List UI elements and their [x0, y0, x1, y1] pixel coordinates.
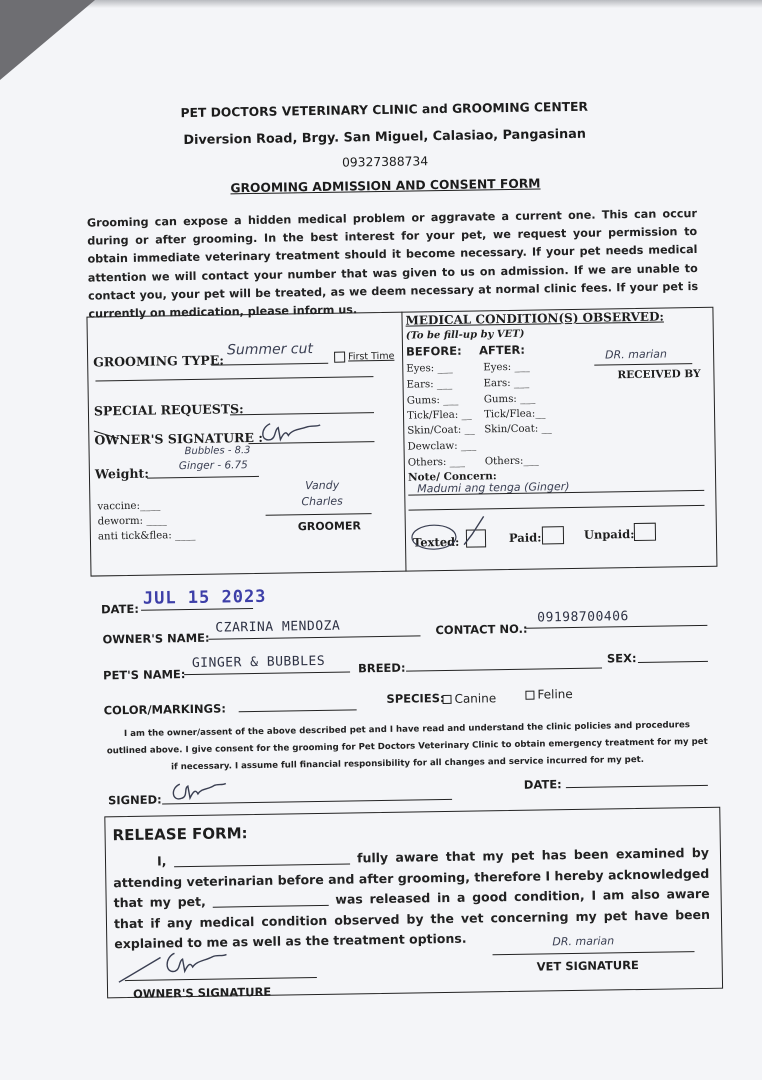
grooming-type-value[interactable]: Summer cut [226, 341, 314, 359]
deworm-label: deworm: ____ [97, 515, 167, 528]
release-text: I, fully aware that my pet has been examined by attending veterinarian before and after grooming, therefore I hereby acknowledged that my pet, was released in a good condition, I am also aware that if any medical condition observed by the vet concerning my pet have been explained to me as well as the treatment options. [113, 844, 711, 952]
color-label: COLOR/MARKINGS: [103, 701, 227, 718]
signed-signature-scribble [168, 777, 228, 806]
antitick-label: anti tick&flea: ____ [97, 529, 196, 543]
release-pet-line[interactable] [213, 905, 329, 908]
after-others: Others:___ [484, 455, 539, 468]
consent-date-label: DATE: [523, 777, 562, 792]
before-others: Others: ___ [407, 456, 465, 469]
signed-label: SIGNED: [107, 792, 162, 808]
feline-checkbox[interactable] [525, 691, 534, 700]
unpaid-label: Unpaid: [583, 527, 635, 542]
paid-checkbox[interactable] [542, 526, 564, 544]
intro-paragraph: Grooming can expose a hidden medical problem or aggravate a current one. This can occur during or after grooming. In the best interest for your pet, we request your permission to obtain immediate veterinary treatment should it become necessary. If your pet needs medical attention we will contact your number that was given to us on admission. If we are unable to contact you, your pet will be treated, as we deem necessary at normal clinic fees. If your pet is currently on medication, please inform us. [86, 206, 699, 321]
vet-signature-name: DR. marian [552, 934, 615, 949]
release-title: RELEASE FORM: [112, 824, 248, 845]
owner-name-value[interactable]: CZARINA MENDOZA [215, 618, 341, 636]
owner-name-label: OWNER'S NAME: [102, 630, 210, 647]
unpaid-checkbox[interactable] [634, 523, 656, 541]
groomer-name-1: Vandy [305, 478, 340, 493]
note-label: Note/ Concern: [407, 470, 497, 484]
received-by-name: DR. marian [605, 347, 668, 362]
first-time-checkbox[interactable] [334, 351, 394, 363]
breed-label: BREED: [357, 660, 406, 676]
release-name-line[interactable] [174, 864, 350, 868]
color-line[interactable] [239, 709, 357, 712]
contact-value[interactable]: 09198700406 [537, 609, 629, 626]
pet-name-label: PET'S NAME: [102, 667, 186, 683]
weight-value-2[interactable]: Ginger - 6.75 [178, 459, 248, 473]
texted-label: Texted: [412, 534, 460, 550]
weight-value-1[interactable]: Bubbles - 8.3 [184, 445, 251, 458]
consent-date-line[interactable] [566, 785, 708, 788]
groomer-label: GROOMER [297, 519, 362, 534]
clinic-phone: 09327388734 [341, 154, 429, 170]
before-eyes: Eyes: ___ [406, 362, 453, 375]
clinic-name: PET DOCTORS VETERINARY CLINIC and GROOMING CENTER [180, 99, 589, 121]
paid-label: Paid: [508, 530, 542, 545]
before-label: BEFORE: [405, 343, 462, 359]
before-gums: Gums: ___ [406, 394, 459, 407]
before-skin: Skin/Coat: __ [407, 424, 475, 437]
groomer-name-2: Charles [301, 494, 343, 509]
first-time-label: First Time [348, 350, 395, 363]
pet-name-value[interactable]: GINGER & BUBBLES [191, 653, 326, 671]
date-label: DATE: [100, 601, 140, 617]
breed-line[interactable] [406, 668, 602, 672]
weight-label: Weight: [94, 465, 149, 482]
sex-label: SEX: [606, 651, 637, 666]
vet-signature-label: VET SIGNATURE [536, 958, 639, 974]
received-by-label: RECEIVED BY [617, 367, 701, 382]
form-title: GROOMING ADMISSION AND CONSENT FORM [230, 176, 541, 196]
texted-check-mark [410, 512, 493, 553]
medical-title: MEDICAL CONDITION(S) OBSERVED: [405, 309, 664, 328]
date-stamp[interactable]: JUL 15 2023 [142, 586, 267, 609]
contact-line [525, 625, 707, 629]
note-value[interactable]: Madumi ang tenga (Ginger) [417, 480, 570, 496]
owner-signature-label: OWNER'S SIGNATURE : [94, 429, 264, 448]
release-owner-signature-label: OWNER'S SIGNATURE [132, 984, 272, 1001]
consent-text: I am the owner/assent of the above described pet and I have read and understand the clinic policies and procedures outlined above. I give consent for the grooming for Pet Doctors Veterinary Clinic to obtain emergency treatment for my pet if necessary. I assume full financial responsibility for all changes and service incurred for my pet. [106, 720, 708, 773]
after-label: AFTER: [478, 342, 526, 358]
species-label: SPECIES: [386, 691, 445, 706]
canine-option[interactable]: Canine [442, 691, 496, 706]
after-skin: Skin/Coat: __ [484, 423, 552, 436]
after-gums: Gums: ___ [483, 393, 536, 406]
grooming-type-label: GROOMING TYPE: [93, 352, 225, 370]
first-time-box[interactable] [334, 352, 345, 363]
before-tick: Tick/Flea: __ [406, 409, 472, 422]
before-ears: Ears: ___ [406, 378, 453, 391]
clinic-address: Diversion Road, Brgy. San Miguel, Calasiao, Pangasinan [183, 126, 587, 149]
after-ears: Ears: ___ [483, 377, 530, 390]
pet-name-line [184, 672, 350, 676]
special-requests-label: SPECIAL REQUESTS: [93, 401, 244, 419]
before-dewclaw: Dewclaw: ___ [407, 440, 477, 453]
after-eyes: Eyes: ___ [483, 361, 530, 374]
medical-subtitle: (To be fill-up by VET) [405, 328, 525, 342]
sex-line[interactable] [638, 661, 708, 663]
owner-signature-scribble [256, 417, 326, 448]
contact-label: CONTACT NO.: [435, 621, 528, 638]
canine-checkbox[interactable] [442, 695, 451, 704]
after-tick: Tick/Flea:__ [483, 408, 546, 421]
owner-name-line [209, 635, 421, 639]
vaccine-label: vaccine:____ [97, 500, 161, 513]
feline-option[interactable]: Feline [525, 687, 573, 702]
